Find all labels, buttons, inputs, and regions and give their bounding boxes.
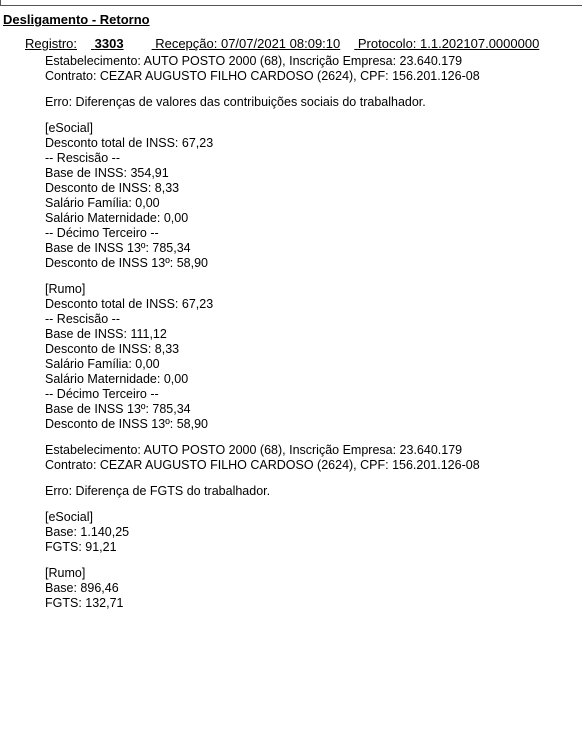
protocolo: Protocolo: 1.1.202107.0000000: [357, 36, 540, 51]
block1-rumo-line: -- Décimo Terceiro --: [45, 387, 159, 401]
block2-estabelecimento: Estabelecimento: AUTO POSTO 2000 (68), Inscrição Empresa: 23.640.179: [45, 443, 463, 457]
block1-esocial-line: Salário Maternidade: 0,00: [45, 211, 189, 225]
block1-rumo-line: Desconto total de INSS: 67,23: [45, 297, 214, 311]
block1-esocial-line: [eSocial]: [45, 121, 93, 135]
block1-estabelecimento: Estabelecimento: AUTO POSTO 2000 (68), Inscrição Empresa: 23.640.179: [45, 54, 463, 68]
block1-rumo-line: Desconto de INSS 13º: 58,90: [45, 417, 209, 431]
block1-esocial-line: -- Décimo Terceiro --: [45, 226, 159, 240]
record-header: [25, 36, 553, 51]
block1-esocial-line: Salário Família: 0,00: [45, 196, 160, 210]
block1-esocial-line: Base de INSS: 354,91: [45, 166, 169, 180]
block1-rumo-line: Salário Família: 0,00: [45, 357, 160, 371]
registro: [25, 36, 138, 51]
recepcao: Recepção: 07/07/2021 08:09:10: [155, 36, 341, 51]
block2-rumo-line: Base: 896,46: [45, 581, 119, 595]
block1-rumo-line: [Rumo]: [45, 282, 86, 296]
block1-esocial-line: -- Rescisão --: [45, 151, 121, 165]
block1-esocial-line: Desconto de INSS: 8,33: [45, 181, 180, 195]
registro-value: 3303: [94, 36, 124, 51]
block1-rumo-line: -- Rescisão --: [45, 312, 121, 326]
report-content: [45, 54, 582, 611]
block2-esocial-line: [eSocial]: [45, 510, 93, 524]
block2-rumo-line: FGTS: 132,71: [45, 596, 124, 610]
block1-esocial-line: Desconto de INSS 13º: 58,90: [45, 256, 209, 270]
block1-rumo-line: Desconto de INSS: 8,33: [45, 342, 180, 356]
block2-erro: Erro: Diferença de FGTS do trabalhador.: [45, 484, 271, 498]
block1-esocial-line: Base de INSS 13º: 785,34: [45, 241, 191, 255]
block1-contrato: Contrato: CEZAR AUGUSTO FILHO CARDOSO (2624), CPF: 156.201.126-08: [45, 69, 480, 83]
block1-rumo-line: Base de INSS: 111,12: [45, 327, 167, 341]
block1-esocial-line: Desconto total de INSS: 67,23: [45, 136, 214, 150]
block2-esocial-line: FGTS: 91,21: [45, 540, 117, 554]
block2-rumo-line: [Rumo]: [45, 566, 86, 580]
block1-rumo-line: Salário Maternidade: 0,00: [45, 372, 189, 386]
registro-label: Registro:: [25, 36, 78, 51]
top-frame-border: [0, 0, 582, 6]
block1-erro: Erro: Diferenças de valores das contribuições sociais do trabalhador.: [45, 95, 426, 109]
block2-esocial-line: Base: 1.140,25: [45, 525, 130, 539]
block2-contrato: Contrato: CEZAR AUGUSTO FILHO CARDOSO (2624), CPF: 156.201.126-08: [45, 458, 480, 472]
block1-rumo-line: Base de INSS 13º: 785,34: [45, 402, 191, 416]
section-title: Desligamento - Retorno: [3, 12, 150, 27]
